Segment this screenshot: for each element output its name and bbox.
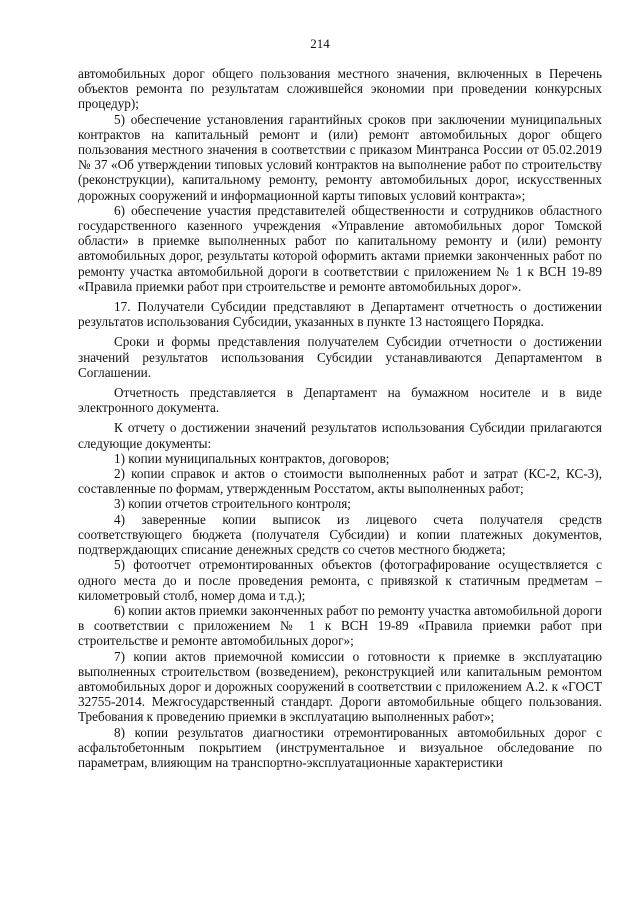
paragraph-reporting-format: Отчетность представляется в Департамент на бумажном носителе и в виде электронного документа.	[78, 385, 602, 416]
paragraph-item-6-public-participation: 6) обеспечение участия представителей общественности и сотрудников областного государственного казенного учреждения «Управление автомобильных дорог Томской области» в приемке выполненных работ по капитальному ремонту и (или) ремонту автомобильных дорог, результаты которой оформить актами приемки законченных работ по ремонту участка автомобильной дороги в соответствии с приложением № 1 к ВСН 19-89 «Правила приемки работ при строительстве и ремонте автомобильных дорог».	[78, 202, 602, 294]
page-number: 214	[310, 36, 330, 51]
paragraph-clause-17: 17. Получатели Субсидии представляют в Департамент отчетность о достижении результатов использования Субсидии, указанных в пункте 13 настоящего Порядка.	[78, 299, 602, 330]
paragraph-reporting-terms: Сроки и формы представления получателем Субсидии отчетности о достижении значений результатов использования Субсидии устанавливаются Департаментом в Соглашении.	[78, 334, 602, 380]
list-item-2: 2) копии справок и актов о стоимости выполненных работ и затрат (КС-2, КС-3), составленные по формам, утвержденным Росстатом, акты выполненных работ;	[78, 466, 602, 497]
list-item-3: 3) копии отчетов строительного контроля;	[114, 496, 351, 512]
list-item-1: 1) копии муниципальных контрактов, договоров;	[114, 450, 390, 466]
document-body	[78, 66, 602, 770]
list-item-6: 6) копии актов приемки законченных работ по ремонту участка автомобильной дороги в соответствии с приложением № 1 к ВСН 19-89 «Правила приемки работ при строительстве и ремонте автомобильных дорог»;	[78, 602, 602, 649]
list-item-7: 7) копии актов приемочной комиссии о готовности к приемке в эксплуатацию выполненных строительством (возведением), реконструкцией или капитальным ремонтом автомобильных дорог и дорожных сооружений в соответствии с приложением А.2. к «ГОСТ 32755-2014. Межгосударственный стандарт. Дороги автомобильные общего пользования. Требования к проведению приемки в эксплуатацию выполненных работ»;	[78, 648, 602, 725]
paragraph-attachments-intro: К отчету о достижении значений результатов использования Субсидии прилагаются следующие документы:	[78, 420, 602, 451]
list-item-5: 5) фотоотчет отремонтированных объектов (фотографирование осуществляется с одного места до и после проведения ремонта, с привязкой к статичным предметам – километровый столб, номер дома и т.д.);	[78, 557, 602, 603]
list-item-8: 8) копии результатов диагностики отремонтированных автомобильных дорог с асфальтобетонным покрытием (инструментальное и визуальное обследование по параметрам, влияющим на транспортно-эксплуатационные характеристики	[78, 724, 602, 770]
list-item-4: 4) заверенные копии выписок из лицевого счета получателя средств соответствующего бюджета (получателя Субсидии) и копии платежных документов, подтверждающих списание денежных средств со счетов местного бюджета;	[78, 511, 602, 558]
paragraph-item-5-guarantee: 5) обеспечение установления гарантийных сроков при заключении муниципальных контрактов на капитальный ремонт и (или) ремонт автомобильных дорог общего пользования местного значения в соответствии с приказом Минтранса России от 05.02.2019 № 37 «Об утверждении типовых условий контрактов на выполнение работ по строительству (реконструкции), капитальному ремонту, ремонту автомобильных дорог, искусственных дорожных сооружений и информационной карты типовых условий контракта»;	[78, 111, 602, 203]
paragraph-continuation: автомобильных дорог общего пользования местного значения, включенных в Перечень объектов ремонта по результатам сложившейся экономии при проведении конкурсных процедур);	[78, 66, 602, 112]
